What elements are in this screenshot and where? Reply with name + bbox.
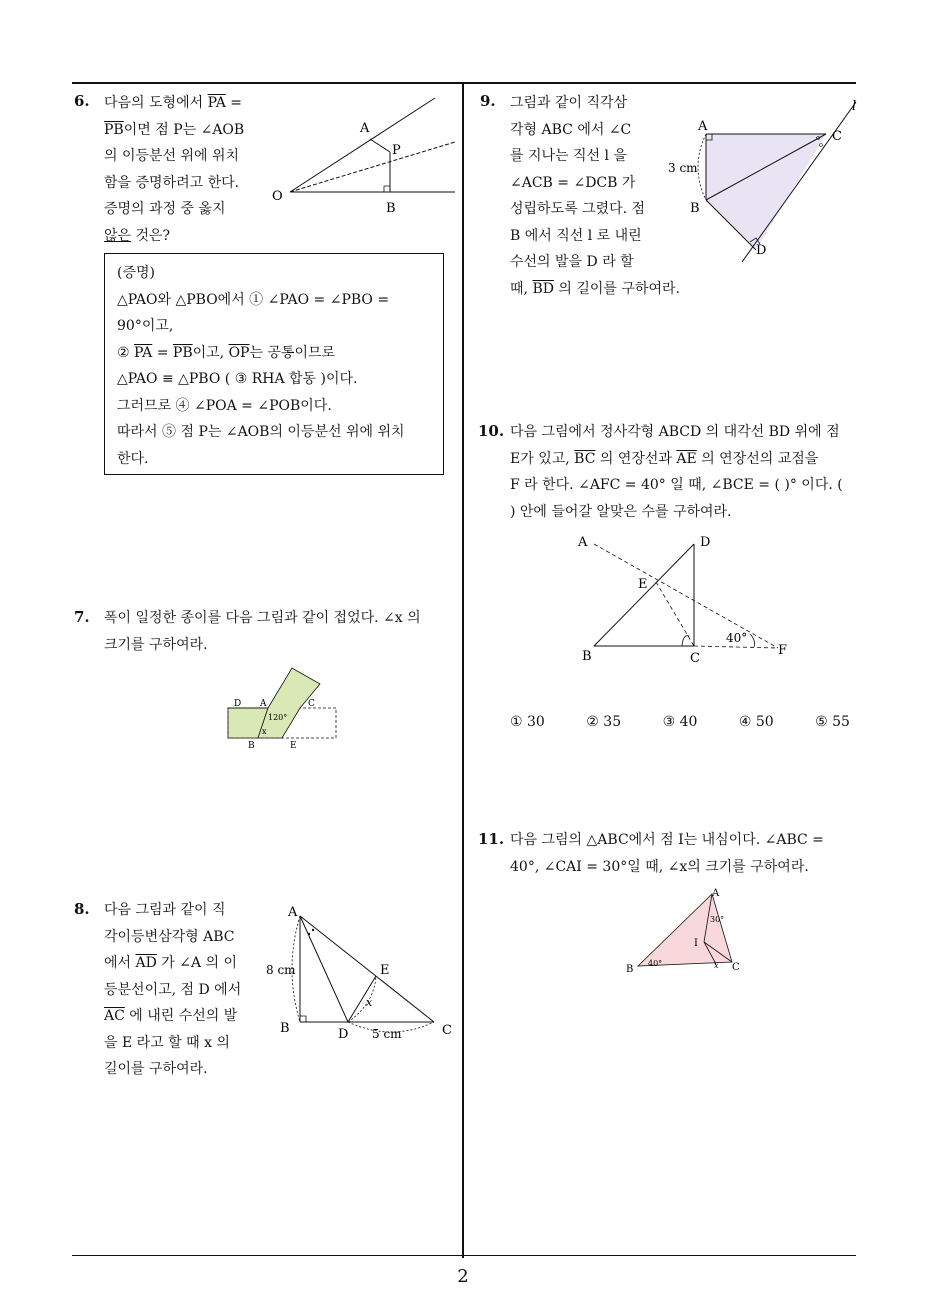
right-triangle-line-figure (660, 92, 860, 267)
angle-b-label: 40° (648, 959, 663, 968)
angle-a-label: 30° (710, 915, 725, 924)
label-x: x (366, 996, 373, 1009)
top-rule (72, 82, 856, 84)
label-A: A (288, 905, 298, 920)
base-length-label: 5 cm (372, 1027, 402, 1041)
label-F: F (778, 643, 788, 658)
text-line: $\overline{AC}$ 에 내린 수선의 발 (104, 1008, 238, 1024)
side-length-label: 3 cm (668, 161, 698, 175)
label-E: E (638, 577, 648, 592)
text-line: ) 안에 들어갈 알맞은 수를 구하여라. (510, 503, 732, 520)
proof-line: 그러므로 ④ ∠POA = ∠POB이다. (117, 397, 332, 414)
label-C: C (308, 699, 315, 709)
label-A: A (578, 535, 588, 550)
label-A: A (712, 888, 720, 899)
question-number: 11. (478, 830, 505, 848)
text-line: 않은 것은? (104, 227, 171, 244)
text-line: 의 이등분선 위에 위치 (104, 148, 240, 164)
label-B: B (690, 201, 700, 216)
label-C: C (732, 962, 740, 973)
label-x: x (262, 727, 267, 736)
label-A: A (260, 699, 267, 709)
question-number: 8. (74, 900, 90, 918)
text-line: 함을 증명하려고 한다. (104, 174, 240, 191)
text-line: 그림과 같이 직각삼 (510, 95, 628, 111)
label-l: l (852, 99, 857, 114)
angle-bisector-figure (270, 92, 460, 217)
label-D: D (756, 243, 767, 258)
text-line: 다음 그림의 △ABC에서 점 I는 내심이다. ∠ABC = (510, 832, 824, 848)
question-number: 6. (74, 92, 90, 110)
label-B: B (280, 1021, 290, 1036)
angle-label: 40° (726, 631, 748, 645)
label-B: B (626, 964, 634, 975)
answer-choices (510, 714, 850, 730)
choice-4[interactable]: ④ 50 (738, 714, 774, 730)
text-line: 다음 그림과 같이 직 (104, 902, 226, 918)
label-x: x (714, 961, 719, 970)
question-number: 10. (478, 422, 505, 440)
proof-line: 따라서 ⑤ 점 P는 ∠AOB의 이등분선 위에 위치 (117, 424, 405, 440)
label-B: B (248, 741, 255, 751)
proof-line: 한다. (117, 450, 149, 467)
right-isosceles-triangle-figure (262, 902, 462, 1042)
proof-box (104, 253, 444, 475)
label-A: A (360, 121, 370, 136)
text-line: 성립하도록 그렸다. 점 (510, 201, 646, 217)
question-number: 7. (74, 608, 90, 626)
text-line: 다음의 도형에서 $\overline{PA}$ = (104, 95, 243, 111)
choice-2[interactable]: ② 35 (586, 714, 622, 730)
text-line: 길이를 구하여라. (104, 1061, 208, 1077)
question-number: 9. (480, 92, 496, 110)
label-A: A (698, 119, 708, 134)
text-line: F 라 한다. ∠AFC = 40° 일 때, ∠BCE = ( )° 이다. ( (510, 477, 843, 493)
folded-paper-figure (222, 660, 342, 755)
label-I: I (694, 938, 698, 949)
text-line: 다음 그림에서 정사각형 ABCD 의 대각선 BD 위에 점 (510, 424, 840, 440)
label-D: D (234, 699, 242, 709)
incenter-triangle-figure (624, 886, 754, 976)
proof-line: ② $\overline{PA} = \overline{PB}$이고, $\overline{OP}$는 공통이므로 (117, 344, 336, 361)
label-E: E (290, 741, 297, 751)
column-divider (462, 84, 464, 1258)
label-C: C (442, 1023, 452, 1038)
label-B: B (386, 201, 396, 216)
label-C: C (690, 651, 700, 665)
text-line: 각이등변삼각형 ABC (104, 928, 235, 945)
label-P: P (392, 143, 401, 158)
text-line: ∠ACB = ∠DCB 가 (510, 174, 636, 191)
label-B: B (582, 649, 592, 664)
text-line: 등분선이고, 점 D 에서 (104, 981, 242, 998)
label-O: O (272, 189, 283, 204)
text-line: 증명의 과정 중 옳지 (104, 201, 226, 217)
text-line: B 에서 직선 l 로 내린 (510, 227, 642, 244)
text-line: $\overline{PB}$이면 점 P는 ∠AOB (104, 121, 245, 138)
proof-title: (증명) (117, 265, 155, 281)
text-line: 에서 $\overline{AD}$ 가 ∠A 의 이 (104, 955, 238, 971)
bottom-rule (72, 1255, 856, 1256)
side-length-label: 8 cm (266, 963, 296, 977)
label-C: C (832, 129, 842, 144)
angle-label: 120° (268, 713, 288, 722)
question-text (104, 897, 259, 1083)
proof-line: △PAO와 △PBO에서 ① ∠PAO = ∠PBO = (117, 291, 390, 308)
choice-5[interactable]: ⑤ 55 (815, 714, 850, 730)
question-text (104, 90, 264, 249)
choice-3[interactable]: ③ 40 (662, 714, 698, 730)
proof-line: △PAO ≡ △PBO ( ③ RHA 합동 )이다. (117, 371, 358, 387)
text-line: 때, $\overline{BD}$ 의 길이를 구하여라. (510, 280, 680, 297)
label-D: D (338, 1027, 349, 1042)
text-line: 크기를 구하여라. (104, 636, 208, 653)
page-number: 2 (457, 1266, 469, 1287)
proof-line: 90°이고, (117, 318, 174, 334)
question-text (510, 419, 860, 525)
question-text (510, 827, 860, 880)
text-line: 수선의 발을 D 라 할 (510, 254, 634, 270)
question-text (104, 605, 459, 658)
label-D: D (700, 535, 711, 550)
text-line: 를 지나는 직선 l 을 (510, 148, 627, 164)
square-diagonal-figure (572, 530, 802, 665)
label-E: E (380, 963, 390, 978)
text-line: 을 E 라고 할 때 x 의 (104, 1034, 230, 1051)
text-line: 각형 ABC 에서 ∠C (510, 121, 632, 138)
choice-1[interactable]: ① 30 (510, 714, 545, 730)
text-line: 40°, ∠CAI = 30°일 때, ∠x의 크기를 구하여라. (510, 858, 809, 875)
text-line: E가 있고, $\overline{BC}$ 의 연장선과 $\overline{AE}$ 의 연장선의 교점을 (510, 450, 819, 467)
text-line: 폭이 일정한 종이를 다음 그림과 같이 접었다. ∠x 의 (104, 610, 421, 626)
